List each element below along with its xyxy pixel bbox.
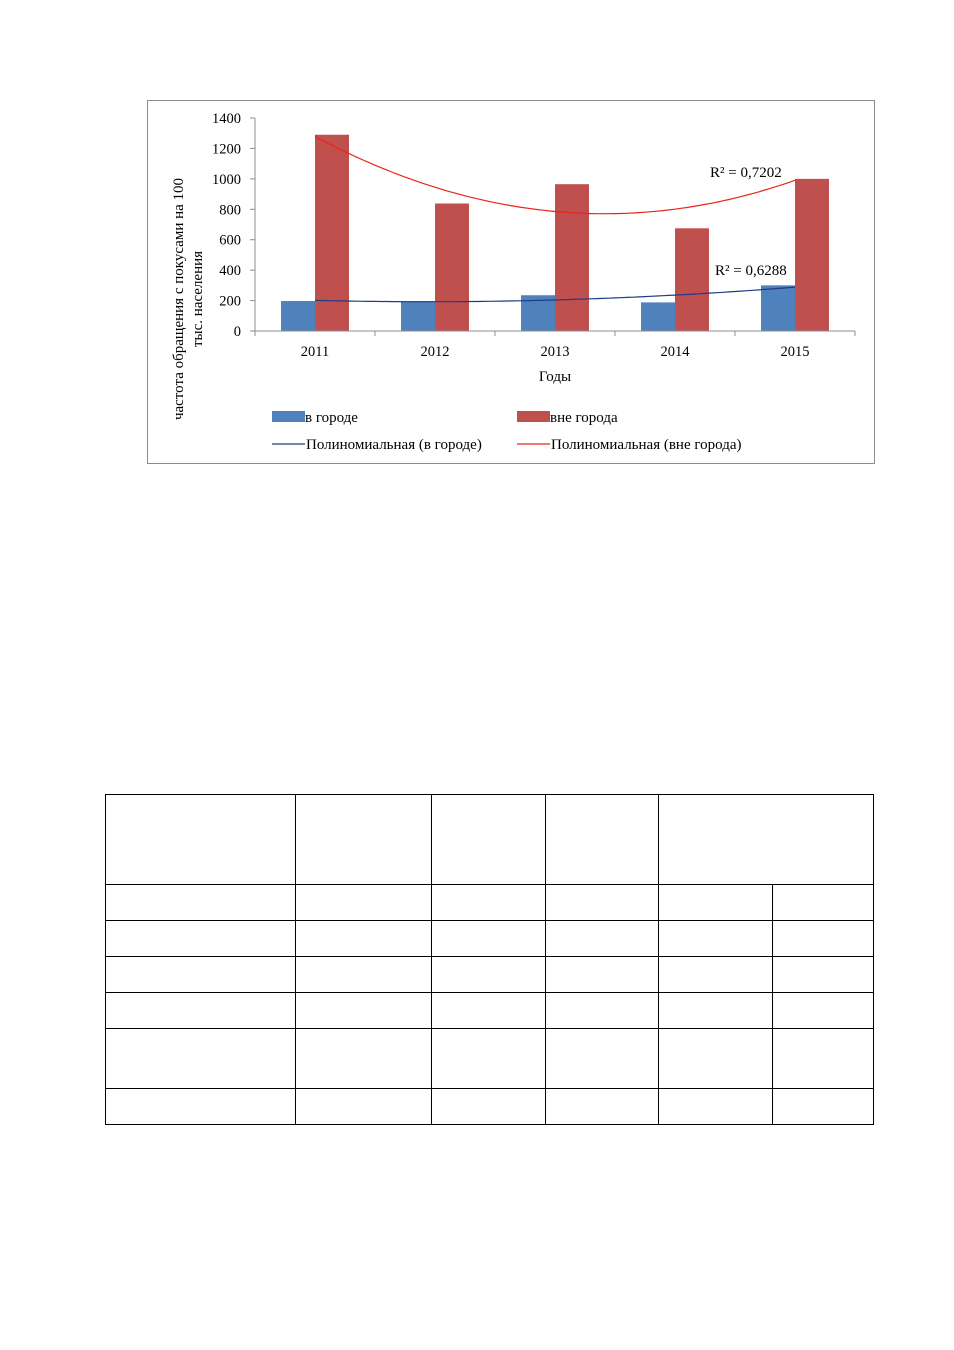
y-tick-label: 0 xyxy=(233,324,241,340)
table-cell xyxy=(432,957,546,993)
legend-label-trend-outside: Полиномиальная (вне города) xyxy=(551,437,742,453)
x-tick-label: 2013 xyxy=(540,344,570,360)
r2-label-outside: R² = 0,7202 xyxy=(710,165,782,181)
bar-outside xyxy=(435,204,469,331)
y-tick-label: 800 xyxy=(219,202,241,219)
table-row xyxy=(106,1089,874,1125)
table-row xyxy=(106,885,874,921)
x-tick-label: 2015 xyxy=(780,344,810,360)
table-cell xyxy=(546,957,659,993)
bar-city xyxy=(401,301,435,331)
table-cell xyxy=(659,1089,773,1125)
data-table xyxy=(105,794,874,1125)
table-cell xyxy=(106,1029,296,1089)
table-cell xyxy=(432,885,546,921)
table-cell xyxy=(296,993,432,1029)
table-cell xyxy=(432,795,546,885)
table-cell xyxy=(546,921,659,957)
table-cell xyxy=(546,1089,659,1125)
table-row xyxy=(106,957,874,993)
y-tick-label: 1000 xyxy=(212,171,241,188)
table-cell xyxy=(546,993,659,1029)
table-cell xyxy=(106,957,296,993)
table-cell xyxy=(296,795,432,885)
table-cell xyxy=(773,957,874,993)
table-cell xyxy=(773,1089,874,1125)
table-cell xyxy=(432,1089,546,1125)
table-cell xyxy=(106,1089,296,1125)
bar-city xyxy=(641,302,675,331)
table-cell xyxy=(773,1029,874,1089)
table-cell xyxy=(773,885,874,921)
table-row xyxy=(106,921,874,957)
table-cell xyxy=(296,1029,432,1089)
x-axis-ticks xyxy=(255,331,855,360)
legend-label-outside: вне города xyxy=(550,410,618,426)
table-cell xyxy=(659,957,773,993)
legend-swatch-city xyxy=(272,411,305,422)
table-cell xyxy=(296,921,432,957)
table-cell xyxy=(659,885,773,921)
table-cell xyxy=(106,993,296,1029)
table-row xyxy=(106,795,874,885)
table-cell xyxy=(546,885,659,921)
r2-label-city: R² = 0,6288 xyxy=(715,263,787,279)
bar-city xyxy=(761,285,795,331)
table-cell xyxy=(106,795,296,885)
legend-swatch-outside xyxy=(517,411,550,422)
x-tick-label: 2012 xyxy=(420,344,450,360)
table-cell xyxy=(773,921,874,957)
table-cell xyxy=(773,993,874,1029)
chart-plot xyxy=(147,100,875,464)
table-cell xyxy=(296,885,432,921)
y-tick-label: 400 xyxy=(219,263,241,280)
table-cell xyxy=(659,921,773,957)
bar-outside xyxy=(675,228,709,331)
table-cell xyxy=(432,921,546,957)
y-tick-label: 1200 xyxy=(212,141,241,158)
table-row xyxy=(106,993,874,1029)
y-tick-label: 1400 xyxy=(212,111,241,127)
y-tick-label: 200 xyxy=(219,293,241,310)
table-cell xyxy=(296,1089,432,1125)
x-axis-title: Годы xyxy=(538,369,572,385)
table-cell xyxy=(546,795,659,885)
table-cell xyxy=(106,885,296,921)
y-axis-ticks xyxy=(212,111,255,340)
x-tick-label: 2011 xyxy=(300,344,330,360)
legend-label-trend-city: Полиномиальная (в городе) xyxy=(306,437,482,453)
legend-label-city: в городе xyxy=(305,410,358,426)
table-cell xyxy=(659,993,773,1029)
y-axis-title-line1: частота обращения с покусами на 100 xyxy=(171,177,187,421)
table-row xyxy=(106,1029,874,1089)
table-cell xyxy=(546,1029,659,1089)
table-cell xyxy=(106,921,296,957)
chart-legend xyxy=(272,410,742,453)
bar-city xyxy=(281,301,315,331)
table-cell xyxy=(296,957,432,993)
bar-outside xyxy=(795,179,829,331)
table-cell xyxy=(659,1029,773,1089)
table-cell xyxy=(432,993,546,1029)
table-cell xyxy=(432,1029,546,1089)
x-tick-label: 2014 xyxy=(660,344,690,360)
bar-outside xyxy=(555,184,589,331)
y-axis-title-line2: тыс. населения xyxy=(190,250,206,348)
y-tick-label: 600 xyxy=(219,232,241,249)
table-cell xyxy=(659,795,874,885)
y-axis-title xyxy=(171,178,206,420)
